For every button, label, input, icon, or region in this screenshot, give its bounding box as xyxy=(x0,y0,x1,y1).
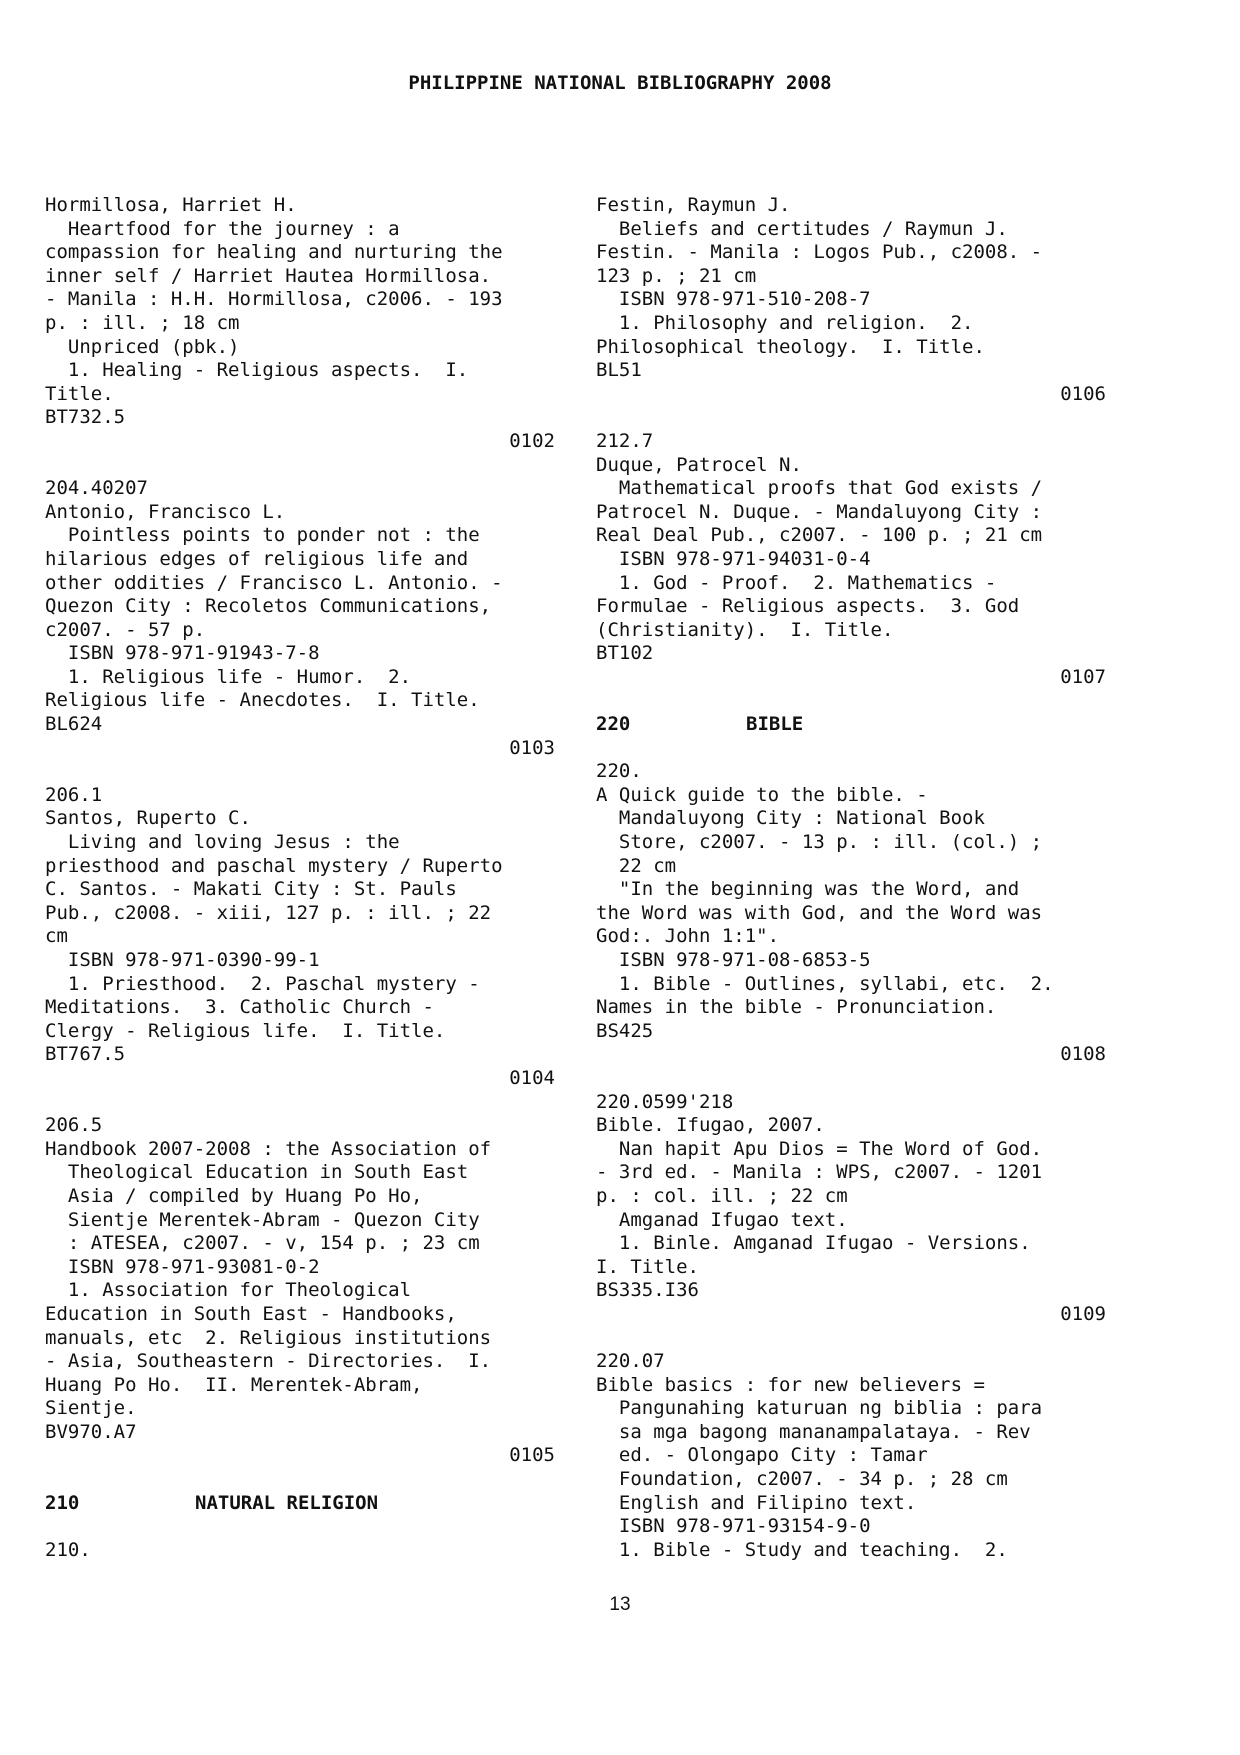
section-heading xyxy=(596,713,1106,737)
entry-line: Amganad Ifugao text. xyxy=(596,1208,848,1231)
entry-line: p. : ill. ; 18 cm xyxy=(45,311,240,334)
entry-line: - Asia, Southeastern - Directories. I. xyxy=(45,1350,492,1373)
entry-number: 0105 xyxy=(509,1444,555,1467)
entry-line: 212.7 xyxy=(596,429,654,452)
entry-number: 0107 xyxy=(1060,665,1106,688)
entry-line: the Word was with God, and the Word was xyxy=(596,901,1043,924)
entry-number: 0109 xyxy=(1060,1302,1106,1325)
entry-line: Festin. - Manila : Logos Pub., c2008. - xyxy=(596,241,1043,264)
entry-line: Bible. Ifugao, 2007. xyxy=(596,1114,825,1137)
entry-line: Asia / compiled by Huang Po Ho, xyxy=(45,1184,423,1207)
entry-line: Real Deal Pub., c2007. - 100 p. ; 21 cm xyxy=(596,524,1043,547)
section-heading xyxy=(45,1492,555,1516)
entry-number: 0104 xyxy=(509,1066,555,1089)
entry-line: C. Santos. - Makati City : St. Pauls xyxy=(45,878,457,901)
entry-line: 220.07 xyxy=(596,1350,665,1373)
entry-line: Handbook 2007-2008 : the Association of xyxy=(45,1137,492,1160)
entry-line: (Christianity). I. Title. xyxy=(596,618,894,641)
bibliography-entry xyxy=(45,194,555,454)
entry-line: I. Title. xyxy=(596,1255,699,1278)
entry-line: Sientje. xyxy=(45,1397,137,1420)
entry-line: BT767.5 xyxy=(45,1043,126,1066)
entry-line: 220.0599'218 xyxy=(596,1090,734,1113)
entry-line: 22 cm xyxy=(596,854,677,877)
entry-line: BT102 xyxy=(596,642,654,665)
entry-line: Clergy - Religious life. I. Title. xyxy=(45,1019,446,1042)
entry-line: 1. Religious life - Humor. 2. xyxy=(45,665,412,688)
entry-line: priesthood and paschal mystery / Ruperto xyxy=(45,854,503,877)
entry-line: Education in South East - Handbooks, xyxy=(45,1302,457,1325)
entry-line: "In the beginning was the Word, and xyxy=(596,878,1020,901)
entry-line: : ATESEA, c2007. - v, 154 p. ; 23 cm xyxy=(45,1232,480,1255)
entry-line: cm xyxy=(45,925,68,948)
entry-number: 0103 xyxy=(509,736,555,759)
bibliography-entry xyxy=(45,1539,555,1563)
entry-line: 1. Bible - Outlines, syllabi, etc. 2. xyxy=(596,972,1054,995)
entry-line: BS425 xyxy=(596,1019,654,1042)
entry-line: 1. Binle. Amganad Ifugao - Versions. xyxy=(596,1232,1031,1255)
entry-line: English and Filipino text. xyxy=(596,1491,917,1514)
section-code: 220 xyxy=(596,713,631,736)
entry-line: Huang Po Ho. II. Merentek-Abram, xyxy=(45,1373,423,1396)
entry-line: ISBN 978-971-93154-9-0 xyxy=(596,1515,871,1538)
entry-line: Store, c2007. - 13 p. : ill. (col.) ; xyxy=(596,831,1043,854)
entry-line: Duque, Patrocel N. xyxy=(596,453,802,476)
entry-line: A Quick guide to the bible. - xyxy=(596,783,928,806)
entry-line: BL51 xyxy=(596,359,642,382)
bibliography-entry xyxy=(596,760,1106,1067)
entry-line: Nan hapit Apu Dios = The Word of God. xyxy=(596,1137,1043,1160)
entry-line: ISBN 978-971-94031-0-4 xyxy=(596,547,871,570)
entry-line: p. : col. ill. ; 22 cm xyxy=(596,1184,848,1207)
entry-line: compassion for healing and nurturing the xyxy=(45,241,503,264)
right-column xyxy=(596,194,1106,1586)
entry-line: 1. Association for Theological xyxy=(45,1279,412,1302)
section-code: 210 xyxy=(45,1491,80,1514)
left-column xyxy=(45,194,555,1586)
page-number: 13 xyxy=(609,1594,631,1615)
entry-line: ed. - Olongapo City : Tamar xyxy=(596,1444,928,1467)
entry-line: Title. xyxy=(45,382,114,405)
entry-line: Foundation, c2007. - 34 p. ; 28 cm xyxy=(596,1468,1008,1491)
entry-line: ISBN 978-971-510-208-7 xyxy=(596,288,871,311)
entry-line: Santos, Ruperto C. xyxy=(45,807,251,830)
entry-line: Pub., c2008. - xiii, 127 p. : ill. ; 22 xyxy=(45,901,492,924)
bibliography-entry xyxy=(596,1350,1106,1562)
entry-line: 123 p. ; 21 cm xyxy=(596,264,757,287)
entry-line: other oddities / Francisco L. Antonio. - xyxy=(45,571,503,594)
entry-line: 204.40207 xyxy=(45,477,148,500)
entry-line: 1. Philosophy and religion. 2. xyxy=(596,311,974,334)
bibliography-entry xyxy=(596,194,1106,406)
entry-line: Mathematical proofs that God exists / xyxy=(596,477,1043,500)
entry-line: Quezon City : Recoletos Communications, xyxy=(45,595,492,618)
entry-line: hilarious edges of religious life and xyxy=(45,547,469,570)
entry-line: BV970.A7 xyxy=(45,1420,137,1443)
entry-line: Religious life - Anecdotes. I. Title. xyxy=(45,689,480,712)
entry-line: 1. God - Proof. 2. Mathematics - xyxy=(596,571,997,594)
bibliography-entry xyxy=(45,784,555,1091)
entry-line: Bible basics : for new believers = xyxy=(596,1373,985,1396)
section-title: NATURAL RELIGION xyxy=(195,1491,379,1514)
entry-line: - Manila : H.H. Hormillosa, c2006. - 193 xyxy=(45,288,503,311)
entry-line: - 3rd ed. - Manila : WPS, c2007. - 1201 xyxy=(596,1161,1043,1184)
entry-line: Sientje Merentek-Abram - Quezon City xyxy=(45,1208,480,1231)
entry-line: Names in the bible - Pronunciation. xyxy=(596,996,997,1019)
entry-number: 0108 xyxy=(1060,1043,1106,1066)
entry-line: Theological Education in South East xyxy=(45,1161,469,1184)
entry-line: Unpriced (pbk.) xyxy=(45,335,240,358)
entry-line: Living and loving Jesus : the xyxy=(45,831,400,854)
entry-line: inner self / Harriet Hautea Hormillosa. xyxy=(45,264,492,287)
page-header-title: PHILIPPINE NATIONAL BIBLIOGRAPHY 2008 xyxy=(408,72,832,94)
entry-line: Mandaluyong City : National Book xyxy=(596,807,985,830)
entry-line: Festin, Raymun J. xyxy=(596,194,791,216)
entry-line: BS335.I36 xyxy=(596,1279,699,1302)
entry-line: Hormillosa, Harriet H. xyxy=(45,194,297,216)
section-title: BIBLE xyxy=(746,713,804,736)
entry-line: Heartfood for the journey : a xyxy=(45,217,400,240)
entry-line: ISBN 978-971-0390-99-1 xyxy=(45,949,320,971)
entry-number: 0106 xyxy=(1060,382,1106,405)
entry-line: 220. xyxy=(596,760,642,783)
bibliography-entry xyxy=(596,430,1106,690)
entry-line: manuals, etc 2. Religious institutions xyxy=(45,1326,492,1349)
entry-line: 1. Healing - Religious aspects. I. xyxy=(45,359,469,382)
entry-line: Beliefs and certitudes / Raymun J. xyxy=(596,217,1008,240)
entry-line: 206.5 xyxy=(45,1114,103,1137)
entry-line: 1. Bible - Study and teaching. 2. xyxy=(596,1538,1008,1561)
bibliography-entry xyxy=(45,477,555,760)
entry-line: 206.1 xyxy=(45,783,103,806)
bibliography-entry xyxy=(45,1114,555,1468)
entry-line: Patrocel N. Duque. - Mandaluyong City : xyxy=(596,500,1043,523)
entry-line: c2007. - 57 p. xyxy=(45,618,206,641)
entry-line: ISBN 978-971-08-6853-5 xyxy=(596,949,871,971)
entry-number: 0102 xyxy=(509,429,555,452)
entry-line: Pointless points to ponder not : the xyxy=(45,524,480,547)
entry-line: Antonio, Francisco L. xyxy=(45,500,286,523)
entry-line: BT732.5 xyxy=(45,406,126,429)
bibliography-entry xyxy=(596,1091,1106,1327)
entry-line: 1. Priesthood. 2. Paschal mystery - xyxy=(45,972,480,995)
entry-line: Pangunahing katuruan ng biblia : para xyxy=(596,1397,1043,1420)
entry-line: ISBN 978-971-93081-0-2 xyxy=(45,1255,320,1278)
entry-line: ISBN 978-971-91943-7-8 xyxy=(45,642,320,665)
entry-line: sa mga bagong mananampalataya. - Rev xyxy=(596,1420,1031,1443)
entry-line: BL624 xyxy=(45,713,103,736)
entry-line: Philosophical theology. I. Title. xyxy=(596,335,985,358)
entry-line: Meditations. 3. Catholic Church - xyxy=(45,996,434,1019)
entry-line: 210. xyxy=(45,1538,91,1561)
entry-line: Formulae - Religious aspects. 3. God xyxy=(596,595,1020,618)
entry-line: God:. John 1:1". xyxy=(596,925,780,948)
